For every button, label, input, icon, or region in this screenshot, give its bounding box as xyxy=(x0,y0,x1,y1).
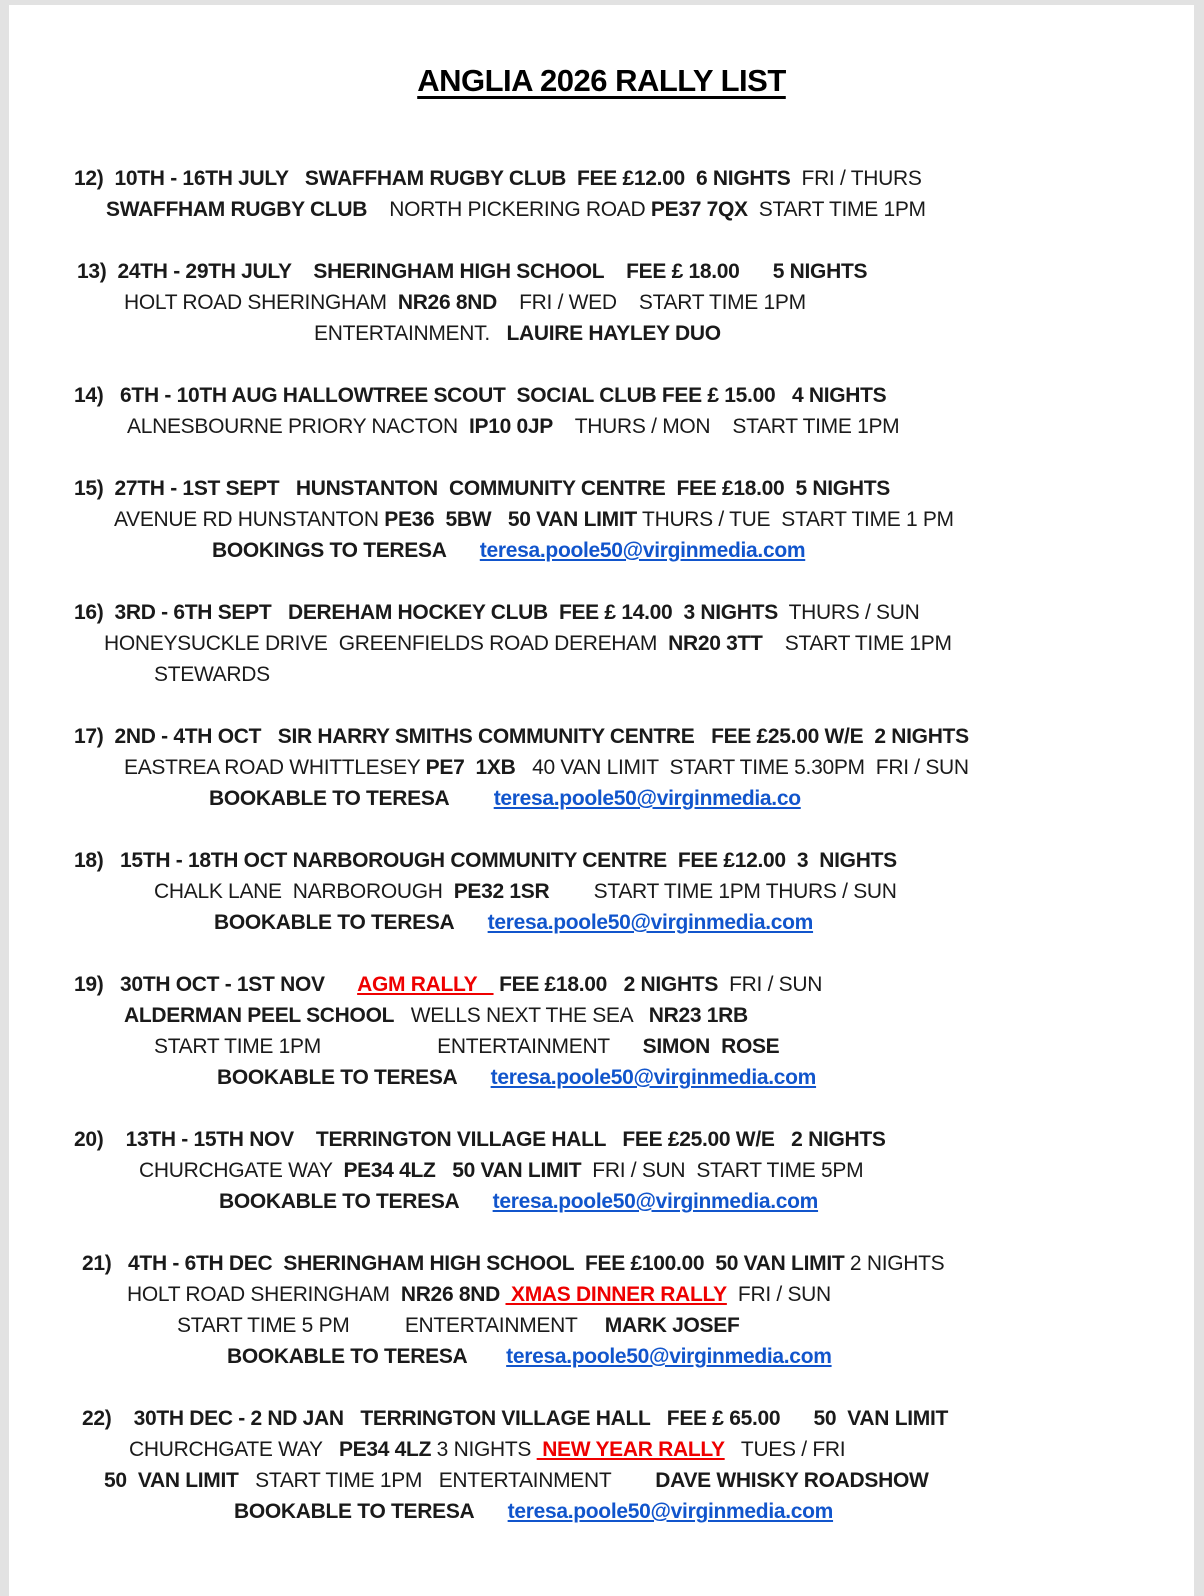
text-segment xyxy=(474,1500,507,1523)
text-segment: 50 VAN LIMIT xyxy=(104,1469,239,1492)
text-segment: NR20 3TT xyxy=(668,632,763,655)
text-segment: HONEYSUCKLE DRIVE GREENFIELDS ROAD DEREHAM xyxy=(104,632,669,655)
text-segment xyxy=(467,1345,506,1368)
text-segment: 18) 15TH - 18TH OCT NARBOROUGH COMMUNITY CENTRE FEE £12.00 3 NIGHTS xyxy=(74,849,897,872)
rally-line xyxy=(9,163,1194,194)
text-segment: THURS / TUE START TIME 1 PM xyxy=(636,508,954,531)
rally-entry xyxy=(9,721,1194,814)
text-segment: 13) 24TH - 29TH JULY SHERINGHAM HIGH SCHOOL FEE £ 18.00 5 NIGHTS xyxy=(77,260,868,283)
text-segment: NORTH PICKERING ROAD xyxy=(367,198,651,221)
rally-line xyxy=(9,783,1194,814)
text-segment: ALDERMAN PEEL SCHOOL xyxy=(124,1004,395,1027)
rally-entry xyxy=(9,1248,1194,1372)
rally-entry xyxy=(9,597,1194,690)
text-segment: AGM RALLY xyxy=(357,973,494,996)
rally-entry xyxy=(9,380,1194,442)
rally-line xyxy=(9,1403,1194,1434)
text-segment: NR26 8ND xyxy=(397,291,497,314)
text-segment: BOOKABLE TO TERESA xyxy=(219,1190,460,1213)
text-segment: 3 NIGHTS xyxy=(431,1438,537,1461)
rally-line xyxy=(9,1310,1194,1341)
rally-line xyxy=(9,845,1194,876)
text-segment: BOOKABLE TO TERESA xyxy=(234,1500,475,1523)
rally-line xyxy=(9,1186,1194,1217)
text-segment: 16) 3RD - 6TH SEPT DEREHAM HOCKEY CLUB FEE £ 14.00 3 NIGHTS xyxy=(74,601,778,624)
rally-line xyxy=(9,1062,1194,1093)
rally-line xyxy=(9,1000,1194,1031)
text-segment: 15) 27TH - 1ST SEPT HUNSTANTON COMMUNITY CENTRE FEE £18.00 5 NIGHTS xyxy=(74,477,890,500)
text-segment: START TIME 1PM THURS / SUN xyxy=(549,880,897,903)
rally-line xyxy=(9,1155,1194,1186)
text-segment: THURS / SUN xyxy=(777,601,920,624)
text-segment: 19) 30TH OCT - 1ST NOV xyxy=(74,973,358,996)
email-link[interactable]: teresa.poole50@virginmedia.com xyxy=(506,1345,832,1368)
text-segment: BOOKABLE TO TERESA xyxy=(214,911,455,934)
rally-line xyxy=(9,597,1194,628)
text-segment: PE34 4LZ xyxy=(338,1438,432,1461)
text-segment: NR23 1RB xyxy=(648,1004,748,1027)
rally-line xyxy=(9,473,1194,504)
text-segment: FRI / SUN xyxy=(718,973,823,996)
text-segment: NEW YEAR RALLY xyxy=(536,1438,725,1461)
text-segment: BOOKABLE TO TERESA xyxy=(217,1066,458,1089)
text-segment: 12) 10TH - 16TH JULY SWAFFHAM RUGBY CLUB FEE £12.00 6 NIGHTS xyxy=(74,167,791,190)
text-segment: FRI / SUN START TIME 5PM xyxy=(581,1159,864,1182)
text-segment: 14) 6TH - 10TH AUG HALLOWTREE SCOUT SOCIAL CLUB FEE £ 15.00 4 NIGHTS xyxy=(74,384,887,407)
text-segment: 17) 2ND - 4TH OCT SIR HARRY SMITHS COMMUNITY CENTRE FEE £25.00 W/E 2 NIGHTS xyxy=(74,725,969,748)
text-segment: ALNESBOURNE PRIORY NACTON xyxy=(127,415,469,438)
text-segment: START TIME 1PM ENTERTAINMENT xyxy=(238,1469,656,1492)
text-segment: CHALK LANE NARBOROUGH xyxy=(154,880,454,903)
text-segment: NR26 8ND xyxy=(400,1283,506,1306)
text-segment: SWAFFHAM RUGBY CLUB xyxy=(106,198,368,221)
email-link[interactable]: teresa.poole50@virginmedia.com xyxy=(490,1066,817,1089)
text-segment: PE34 4LZ xyxy=(343,1159,436,1182)
rally-line xyxy=(9,1031,1194,1062)
text-segment: FEE £18.00 2 NIGHTS xyxy=(493,973,719,996)
rally-entry xyxy=(9,473,1194,566)
rally-line xyxy=(9,380,1194,411)
text-segment: FRI / WED START TIME 1PM xyxy=(496,291,806,314)
text-segment: 21) 4TH - 6TH DEC SHERINGHAM HIGH SCHOOL FEE £100.00 50 VAN LIMIT xyxy=(82,1252,845,1275)
text-segment xyxy=(491,508,508,531)
rally-line xyxy=(9,1465,1194,1496)
text-segment xyxy=(436,1159,453,1182)
text-segment: PE36 5BW xyxy=(384,508,492,531)
text-segment: BOOKABLE TO TERESA xyxy=(209,787,450,810)
rally-line xyxy=(9,411,1194,442)
text-segment: START TIME 5 PM ENTERTAINMENT xyxy=(177,1314,605,1337)
text-segment: ENTERTAINMENT. xyxy=(314,322,507,345)
text-segment: CHURCHGATE WAY xyxy=(139,1159,344,1182)
rally-line xyxy=(9,318,1194,349)
text-segment: START TIME 1PM xyxy=(747,198,926,221)
text-segment: EASTREA ROAD WHITTLESEY xyxy=(124,756,426,779)
rally-list xyxy=(9,163,1194,1527)
page-title: ANGLIA 2026 RALLY LIST xyxy=(417,63,786,98)
rally-line xyxy=(9,287,1194,318)
rally-line xyxy=(9,1496,1194,1527)
rally-line xyxy=(9,659,1194,690)
text-segment: IP10 0JP xyxy=(469,415,553,438)
rally-line xyxy=(9,535,1194,566)
text-segment: MARK JOSEF xyxy=(604,1314,740,1337)
text-segment: HOLT ROAD SHERINGHAM xyxy=(127,1283,401,1306)
rally-line xyxy=(9,628,1194,659)
rally-line xyxy=(9,1341,1194,1372)
text-segment xyxy=(457,1066,490,1089)
text-segment: CHURCHGATE WAY xyxy=(129,1438,339,1461)
text-segment: BOOKABLE TO TERESA xyxy=(227,1345,468,1368)
email-link[interactable]: teresa.poole50@virginmedia.com xyxy=(479,539,806,562)
text-segment: 22) 30TH DEC - 2 ND JAN TERRINGTON VILLAGE HALL FEE £ 65.00 50 VAN LIMIT xyxy=(82,1407,949,1430)
text-segment: PE7 1XB xyxy=(425,756,516,779)
text-segment: THURS / MON START TIME 1PM xyxy=(553,415,900,438)
rally-line xyxy=(9,752,1194,783)
email-link[interactable]: teresa.poole50@virginmedia.com xyxy=(487,911,814,934)
rally-line xyxy=(9,504,1194,535)
rally-line xyxy=(9,256,1194,287)
text-segment: AVENUE RD HUNSTANTON xyxy=(114,508,385,531)
rally-entry xyxy=(9,969,1194,1093)
text-segment xyxy=(454,911,487,934)
text-segment: TUES / FRI xyxy=(724,1438,846,1461)
rally-line xyxy=(9,907,1194,938)
text-segment: FRI / THURS xyxy=(790,167,922,190)
text-segment: PE32 1SR xyxy=(453,880,550,903)
text-segment: FRI / SUN xyxy=(726,1283,831,1306)
rally-entry xyxy=(9,1403,1194,1527)
text-segment xyxy=(449,787,493,810)
email-link[interactable]: teresa.poole50@virginmedia.com xyxy=(492,1190,819,1213)
rally-line xyxy=(9,1279,1194,1310)
text-segment: 2 NIGHTS xyxy=(844,1252,945,1275)
text-segment: DAVE WHISKY ROADSHOW xyxy=(655,1469,929,1492)
text-segment: HOLT ROAD SHERINGHAM xyxy=(124,291,398,314)
text-segment: BOOKINGS TO TERESA xyxy=(212,539,447,562)
rally-entry xyxy=(9,845,1194,938)
text-segment xyxy=(447,539,480,562)
text-segment: START TIME 1PM ENTERTAINMENT xyxy=(154,1035,643,1058)
text-segment: SIMON ROSE xyxy=(642,1035,780,1058)
rally-entry xyxy=(9,1124,1194,1217)
rally-line xyxy=(9,1124,1194,1155)
text-segment xyxy=(459,1190,492,1213)
text-segment: PE37 7QX xyxy=(650,198,748,221)
rally-line xyxy=(9,876,1194,907)
email-link[interactable]: teresa.poole50@virginmedia.com xyxy=(507,1500,834,1523)
rally-entry xyxy=(9,163,1194,225)
rally-line xyxy=(9,194,1194,225)
rally-entry xyxy=(9,256,1194,349)
text-segment: 20) 13TH - 15TH NOV TERRINGTON VILLAGE HALL FEE £25.00 W/E 2 NIGHTS xyxy=(74,1128,886,1151)
document-page xyxy=(9,5,1194,1596)
rally-line xyxy=(9,969,1194,1000)
text-segment: STEWARDS xyxy=(154,663,270,686)
rally-line xyxy=(9,1434,1194,1465)
text-segment: WELLS NEXT THE SEA xyxy=(394,1004,649,1027)
text-segment: XMAS DINNER RALLY xyxy=(505,1283,727,1306)
text-segment: LAUIRE HAYLEY DUO xyxy=(506,322,721,345)
text-segment: 50 VAN LIMIT xyxy=(452,1159,582,1182)
email-link[interactable]: teresa.poole50@virginmedia.co xyxy=(493,787,801,810)
rally-line xyxy=(9,721,1194,752)
text-segment: 50 VAN LIMIT xyxy=(507,508,637,531)
text-segment: 40 VAN LIMIT START TIME 5.30PM FRI / SUN xyxy=(515,756,969,779)
text-segment: START TIME 1PM xyxy=(762,632,952,655)
rally-line xyxy=(9,1248,1194,1279)
